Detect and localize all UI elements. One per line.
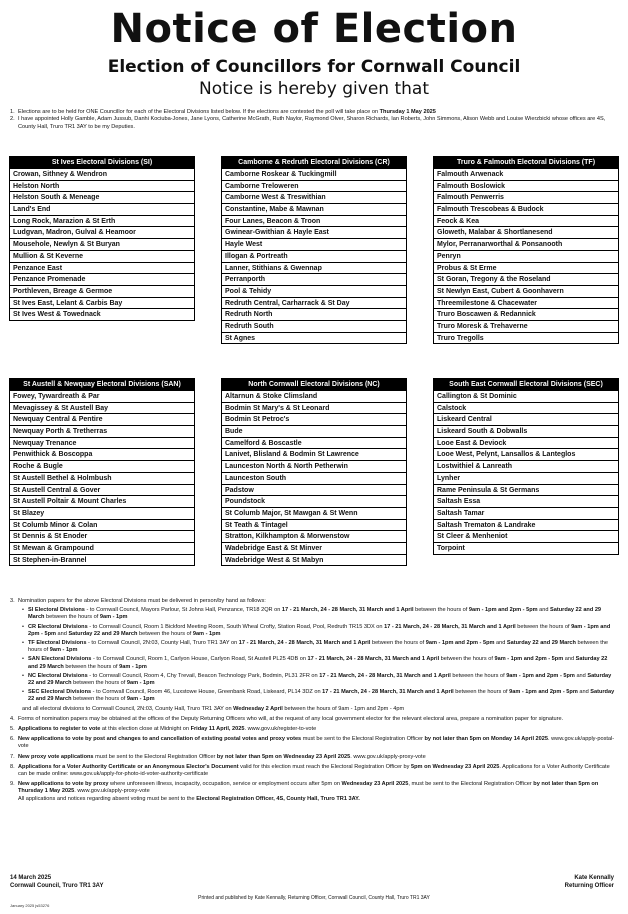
division-item: Poundstock xyxy=(221,496,407,508)
division-item: Threemilestone & Chacewater xyxy=(433,298,619,310)
paragraph-text: Applications for a Voter Authority Certificate or an Anonymous Elector's Document valid for this election must reach the Electoral Registration Officer by 5pm on Wednesday 23 April 2025. Applications for a Voter Authority Certificate can be made online: www.gov.uk/apply-for-photo-id-voter-authority-certificate xyxy=(18,763,610,778)
bold-text: New applications to vote by proxy xyxy=(18,781,109,788)
intro-item xyxy=(10,116,614,131)
division-item: Perranporth xyxy=(221,274,407,286)
division-item: Camborne Roskear & Tuckingmill xyxy=(221,169,407,181)
nomination-dates: 17 - 21 March, 24 - 28 March, 31 March and 1 April xyxy=(307,656,440,663)
nomination-lead: SI Electoral Divisions xyxy=(28,607,85,614)
paragraph-number: 7. xyxy=(10,753,15,760)
nomination-text: CR Electoral Divisions - to Cornwall Council, Room 1 Bickford Meeting Room, South Wheal Crofty, Station Road, Pool, Redruth TR15 3DX on 17 - 21 March, 24 - 28 March, 31 March and 1 April between the hours of 9am - 1pm and 2pm - 5pm and Saturday 22 and 29 March between the hours of 9am - 1pm xyxy=(28,623,611,637)
division-item: St Newlyn East, Cubert & Goonhavern xyxy=(433,286,619,298)
division-item: Roche & Bugle xyxy=(9,461,195,473)
division-item: Bude xyxy=(221,426,407,438)
paragraph-text: New applications to vote by post and changes to and cancellation of existing postal votes and proxy votes must be sent to the Electoral Registration Officer by not later than 5pm on Monday 14 April 2025. www.gov.uk/apply-postal-vote xyxy=(18,736,615,750)
division-item: Crowan, Sithney & Wendron xyxy=(9,169,195,181)
nomination-times: 9am - 1pm and 2pm - 5pm xyxy=(28,623,611,637)
intro-list xyxy=(10,109,614,131)
closing-bold: Wednesday 2 April xyxy=(233,705,283,712)
nomination-list xyxy=(10,607,616,713)
division-item: Launceston North & North Petherwin xyxy=(221,461,407,473)
division-item: Penzance Promenade xyxy=(9,274,195,286)
nomination-item xyxy=(22,624,616,638)
division-item: Looe West, Pelynt, Lansallos & Lanteglos xyxy=(433,449,619,461)
division-item: Saltash Essa xyxy=(433,496,619,508)
reference-code: January 2025 js53276 xyxy=(10,903,50,908)
division-item: Truro Boscawen & Redannick xyxy=(433,309,619,321)
bullet-icon: • xyxy=(22,623,24,630)
nomination-text: SI Electoral Divisions - to Cornwall Council, Mayors Parlour, St Johns Hall, Penzance, TR18 2QR on 17 - 21 March, 24 - 28 March, 31 March and 1 April between the hours of 9am - 1pm and 2pm - 5pm and Saturday 22 and 29 March between the hours of 9am - 1pm xyxy=(28,607,602,621)
division-item: Torpoint xyxy=(433,543,619,555)
nomination-saturday: Saturday 22 and 29 March xyxy=(28,656,608,670)
division-item: Constantine, Mabe & Mawnan xyxy=(221,204,407,216)
nomination-text: TF Electoral Divisions - to Cornwall Council, 2N:03, County Hall, Truro TR1 3AY on 17 - 21 March, 24 - 28 March, 31 March and 1 April between the hours of 9am - 1pm and 2pm - 5pm and Saturday 22 and 29 March between the hours of 9am - 1pm xyxy=(28,640,608,654)
division-item: St Blazey xyxy=(9,508,195,520)
division-table xyxy=(221,378,407,566)
nomination-times: 9am - 1pm and 2pm - 5pm xyxy=(509,689,578,696)
bullet-icon: • xyxy=(22,640,24,647)
division-item: St Goran, Tregony & the Roseland xyxy=(433,274,619,286)
division-item: Gloweth, Malabar & Shortlanesend xyxy=(433,227,619,239)
division-item: Stratton, Kilkhampton & Morwenstow xyxy=(221,531,407,543)
intro-number: 2. xyxy=(10,116,15,123)
paragraph-text: Nomination papers for the above Electoral Divisions must be delivered in person/by hand as follows: xyxy=(18,598,266,604)
division-item: Redruth South xyxy=(221,321,407,333)
bullet-icon: • xyxy=(22,672,24,679)
nomination-lead: TF Electoral Divisions xyxy=(28,640,87,647)
division-header: St Ives Electoral Divisions (SI) xyxy=(9,156,195,169)
nomination-times: 9am - 1pm and 2pm - 5pm xyxy=(494,656,564,663)
division-item: Falmouth Boslowick xyxy=(433,181,619,193)
division-item: Looe East & Deviock xyxy=(433,438,619,450)
division-item: Newquay Porth & Tretherras xyxy=(9,426,195,438)
printed-by: Printed and published by Kate Kennally, Returning Officer, Cornwall Council, County Hall, Truro TR1 3AY xyxy=(198,895,430,901)
nomination-saturday: Saturday 22 and 29 March xyxy=(28,672,612,687)
division-table xyxy=(9,156,195,344)
division-item: Porthleven, Breage & Germoe xyxy=(9,286,195,298)
bold-text: Friday 11 April, 2025 xyxy=(190,726,245,733)
division-item: St Austell Bethel & Holmbush xyxy=(9,473,195,485)
division-item: St Austell Poltair & Mount Charles xyxy=(9,496,195,508)
paragraph-text: New applications to vote by proxy where unforeseen illness, incapacity, occupation, service or employment occurs after 5pm on Wednesday 23 April 2025, must be sent to the Electoral Registration Officer by not later than 5pm on Thursday 1 May 2025. www.gov.uk/apply-proxy-vote All applications and notices regarding absent voting must be sent to the Electoral Registration Officer, 4S, County Hall, Truro TR1 3AY. xyxy=(18,781,599,802)
division-item: Falmouth Penwerris xyxy=(433,192,619,204)
division-table xyxy=(9,378,195,566)
division-item: Liskeard Central xyxy=(433,414,619,426)
division-item: Land's End xyxy=(9,204,195,216)
division-item: Falmouth Trescobeas & Budock xyxy=(433,204,619,216)
division-item: St Ives East, Lelant & Carbis Bay xyxy=(9,298,195,310)
division-item: St Cleer & Menheniot xyxy=(433,531,619,543)
division-item: Mevagissey & St Austell Bay xyxy=(9,403,195,415)
division-item: Hayle West xyxy=(221,239,407,251)
division-item: Lostwithiel & Lanreath xyxy=(433,461,619,473)
division-item: Wadebridge East & St Minver xyxy=(221,543,407,555)
division-item: Ludgvan, Madron, Gulval & Heamoor xyxy=(9,227,195,239)
officer-title: Returning Officer xyxy=(564,883,614,889)
nomination-text: SEC Electoral Divisions - to Cornwall Council, Room 46, Luxstowe House, Greenbank Road, Liskeard, PL14 3DZ on 17 - 21 March, 24 - 28 March, 31 March and 1 April between the hours of 9am - 1pm and 2pm - 5pm and Saturday 22 and 29 March between the hours of 9am - 1pm xyxy=(28,689,615,703)
division-item: Mullion & St Keverne xyxy=(9,251,195,263)
nomination-item xyxy=(22,607,616,621)
bullet-icon: • xyxy=(22,607,24,614)
division-item: Calstock xyxy=(433,403,619,415)
nomination-saturday-times: 9am - 1pm xyxy=(126,696,155,703)
nomination-section xyxy=(10,598,616,803)
division-item: St Dennis & St Enoder xyxy=(9,531,195,543)
division-item: St Columb Major, St Mawgan & St Wenn xyxy=(221,508,407,520)
division-item: Padstow xyxy=(221,485,407,497)
nomination-saturday: Saturday 22 and 29 March xyxy=(68,630,138,637)
paragraph xyxy=(10,726,616,733)
division-item: Fowey, Tywardreath & Par xyxy=(9,391,195,403)
division-item: Saltash Tamar xyxy=(433,508,619,520)
division-item: Altarnun & Stoke Climsland xyxy=(221,391,407,403)
nomination-dates: 17 - 21 March, 24 - 28 March, 31 March and 1 April xyxy=(384,623,516,630)
division-item: St Mewan & Grampound xyxy=(9,543,195,555)
paragraph xyxy=(10,754,616,761)
division-table xyxy=(433,378,619,566)
page-tagline: Notice is hereby given that xyxy=(199,79,429,99)
paragraph-3 xyxy=(10,598,616,605)
bullet-icon: • xyxy=(22,656,24,663)
nomination-dates: 17 - 21 March, 24 - 28 March, 31 March and 1 April xyxy=(281,607,414,614)
nomination-dates: 17 - 21 March, 24 - 28 March, 31 March and 1 April xyxy=(322,689,454,696)
division-header: Camborne & Redruth Electoral Divisions (CR) xyxy=(221,156,407,169)
nomination-saturday-times: 9am - 1pm xyxy=(99,614,128,621)
division-item: Callington & St Dominic xyxy=(433,391,619,403)
division-item: Redruth Central, Carharrack & St Day xyxy=(221,298,407,310)
nomination-saturday-times: 9am - 1pm xyxy=(192,630,221,637)
division-item: Falmouth Arwenack xyxy=(433,169,619,181)
division-item: Four Lanes, Beacon & Troon xyxy=(221,216,407,228)
division-item: Helston South & Meneage xyxy=(9,192,195,204)
nomination-item xyxy=(22,689,616,703)
division-item: Mousehole, Newlyn & St Buryan xyxy=(9,239,195,251)
footer-date: 14 March 2025 xyxy=(10,875,52,881)
nomination-closing: and all electoral divisions to Cornwall Council, 2N:03, County Hall, Truro TR1 3AY on Wednesday 2 April between the hours of 9am - 1pm and 2pm - 4pm xyxy=(22,705,405,712)
division-item: St Stephen-in-Brannel xyxy=(9,555,195,567)
bold-text: New proxy vote applications xyxy=(18,753,94,760)
division-item: Pool & Tehidy xyxy=(221,286,407,298)
paragraph xyxy=(10,781,616,803)
division-item: Helston North xyxy=(9,181,195,193)
division-item: Rame Peninsula & St Germans xyxy=(433,485,619,497)
division-item: Truro Tregolls xyxy=(433,333,619,345)
bold-text: Applications to register to vote xyxy=(18,726,101,733)
division-header: North Cornwall Electoral Divisions (NC) xyxy=(221,378,407,391)
footer-address: Cornwall Council, Truro TR1 3AY xyxy=(10,883,104,889)
page-subtitle: Election of Councillors for Cornwall Council xyxy=(107,57,521,77)
intro-text: Elections are to be held for ONE Councillor for each of the Electoral Divisions listed below. If the elections are contested the poll will take place on Thursday 1 May 2025 xyxy=(18,109,436,115)
officer-name: Kate Kennally xyxy=(574,875,614,881)
division-item: Illogan & Portreath xyxy=(221,251,407,263)
nomination-lead: SEC Electoral Divisions xyxy=(28,689,92,696)
division-table xyxy=(433,156,619,344)
intro-number: 1. xyxy=(10,109,15,115)
division-item: Truro Moresk & Trehaverne xyxy=(433,321,619,333)
division-item: St Ives West & Towednack xyxy=(9,309,195,321)
division-header: South East Cornwall Electoral Divisions (SEC) xyxy=(433,378,619,391)
division-item: Lanivet, Blisland & Bodmin St Lawrence xyxy=(221,449,407,461)
division-item: Lynher xyxy=(433,473,619,485)
division-item: Newquay Central & Pentire xyxy=(9,414,195,426)
nomination-saturday-times: 9am - 1pm xyxy=(119,663,147,670)
nomination-text: SAN Electoral Divisions - to Cornwall Council, Room 1, Carlyon House, Carlyon Road, St Austell PL25 4DB on 17 - 21 March, 24 - 28 March, 31 March and 1 April between the hours of 9am - 1pm and 2pm - 5pm and Saturday 22 and 29 March between the hours of 9am - 1pm xyxy=(28,656,608,670)
division-item: Mylor, Perranarworthal & Ponsanooth xyxy=(433,239,619,251)
footer xyxy=(10,874,616,890)
bold-text: by not later than 5pm on Thursday 1 May 2025 xyxy=(18,781,599,795)
division-item: St Columb Minor & Colan xyxy=(9,520,195,532)
division-item: Penzance East xyxy=(9,263,195,275)
divisions-row-2 xyxy=(9,378,619,566)
nomination-item xyxy=(22,656,616,670)
intro-item xyxy=(10,109,614,116)
paragraph-number: 4. xyxy=(10,715,15,722)
paragraph-number: 6. xyxy=(10,736,15,743)
division-item: Saltash Trematon & Landrake xyxy=(433,520,619,532)
paragraph xyxy=(10,764,616,778)
nomination-saturday-times: 9am - 1pm xyxy=(126,680,155,687)
division-item: Penryn xyxy=(433,251,619,263)
nomination-item xyxy=(22,640,616,654)
division-item: Liskeard South & Dobwalls xyxy=(433,426,619,438)
division-item: Camborne West & Treswithian xyxy=(221,192,407,204)
division-item: Redruth North xyxy=(221,309,407,321)
paragraph-number: 9. xyxy=(10,781,15,788)
division-item: Wadebridge West & St Mabyn xyxy=(221,555,407,567)
bold-text: by not later than 5pm on Wednesday 23 April 2025 xyxy=(216,753,351,760)
bold-text: by not later than 5pm on Monday 14 April 2025 xyxy=(424,736,549,743)
division-item: Bodmin St Mary's & St Leonard xyxy=(221,403,407,415)
division-item: Lanner, Stithians & Gwennap xyxy=(221,263,407,275)
nomination-text: NC Electoral Divisions - to Cornwall Council, Room 4, Chy Trevail, Beacon Technology Park, Bodmin, PL31 2FR on 17 - 21 March, 24 - 28 March, 31 March and 1 April between the hours of 9am - 1pm and 2pm - 5pm and Saturday 22 and 29 March between the hours of 9am - 1pm xyxy=(28,672,612,687)
division-item: St Teath & Tintagel xyxy=(221,520,407,532)
paragraph-number: 8. xyxy=(10,763,15,770)
division-item: Newquay Trenance xyxy=(9,438,195,450)
nomination-saturday: Saturday 22 and 29 March xyxy=(506,640,576,647)
division-item: Bodmin St Petroc's xyxy=(221,414,407,426)
bold-text: New applications to vote by post and changes to and cancellation of existing postal votes and proxy votes xyxy=(18,736,302,743)
bold-text: 5pm on Wednesday 23 April 2025 xyxy=(411,763,500,770)
paragraph-number: 5. xyxy=(10,726,15,733)
intro-text: I have appointed Holly Gamble, Adam Jussub, Danhi Kociuba-Jones, Jane Lyons, Catherine McGrath, Ruth Naylor, Raymond Olver, Sharon Richards, Ian Roberts, John Simmons, Alison Webb and Louise Wierzbicki whose offices are 4S, County Hall, Truro TR1 3AY to be my Deputies. xyxy=(18,116,606,130)
bullet-icon: • xyxy=(22,689,24,696)
division-item: Probus & St Erme xyxy=(433,263,619,275)
division-table xyxy=(221,156,407,344)
division-item: Launceston South xyxy=(221,473,407,485)
division-item: Penwithick & Boscoppa xyxy=(9,449,195,461)
paragraph xyxy=(10,736,616,750)
nomination-lead: SAN Electoral Divisions xyxy=(28,656,92,663)
division-item: Camborne Treloweren xyxy=(221,181,407,193)
paragraph-text: Forms of nomination papers may be obtained at the offices of the Deputy Returning Officers who will, at the request of any local government elector for the relevant electoral area, prepare a nomination paper for signature. xyxy=(18,715,564,722)
bold-text: Electoral Registration Officer, 4S, County Hall, Truro TR1 3AY. xyxy=(196,795,360,802)
division-header: Truro & Falmouth Electoral Divisions (TF) xyxy=(433,156,619,169)
bold-text: Applications for a Voter Authority Certificate or an Anonymous Elector's Document xyxy=(18,763,239,770)
divisions-row-1 xyxy=(9,156,619,344)
division-item: Long Rock, Marazion & St Erth xyxy=(9,216,195,228)
intro-bold: Thursday 1 May 2025 xyxy=(379,109,436,115)
nomination-dates: 17 - 21 March, 24 - 28 March, 31 March and 1 April xyxy=(319,672,451,679)
paragraph-text: New proxy vote applications must be sent to the Electoral Registration Officer by not later than 5pm on Wednesday 23 April 2025. www.gov.uk/apply-proxy-vote xyxy=(18,753,426,760)
division-item: Gwinear-Gwithian & Hayle East xyxy=(221,227,407,239)
nomination-times: 9am - 1pm and 2pm - 5pm xyxy=(425,640,495,647)
paragraph xyxy=(10,716,616,723)
division-item: St Austell Central & Gover xyxy=(9,485,195,497)
paragraph-text: Applications to register to vote at this election close at Midnight on Friday 11 April, 2025. www.gov.uk/register-to-vote xyxy=(18,726,317,733)
division-item: St Agnes xyxy=(221,333,407,345)
nomination-times: 9am - 1pm and 2pm - 5pm xyxy=(468,607,538,614)
nomination-times: 9am - 1pm and 2pm - 5pm xyxy=(506,672,575,679)
nomination-saturday-times: 9am - 1pm xyxy=(49,647,78,654)
nomination-saturday: Saturday 22 and 29 March xyxy=(28,607,602,621)
nomination-dates: 17 - 21 March, 24 - 28 March, 31 March and 1 April xyxy=(238,640,371,647)
division-header: St Austell & Newquay Electoral Divisions (SAN) xyxy=(9,378,195,391)
nomination-item xyxy=(22,673,616,687)
bold-text: Wednesday 23 April 2025 xyxy=(341,781,409,788)
nomination-saturday: Saturday 22 and 29 March xyxy=(28,689,615,703)
nomination-lead: CR Electoral Divisions xyxy=(28,623,88,630)
paragraph-number: 3. xyxy=(10,598,15,604)
nomination-lead: NC Electoral Divisions xyxy=(28,672,88,679)
division-item: Camelford & Boscastle xyxy=(221,438,407,450)
page-title: Notice of Election xyxy=(110,6,518,52)
division-item: Feock & Kea xyxy=(433,216,619,228)
